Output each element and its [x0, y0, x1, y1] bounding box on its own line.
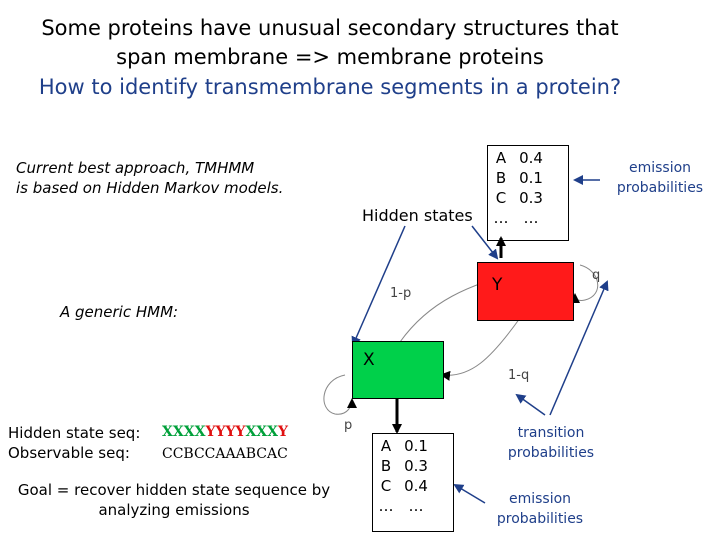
emission-x-symbol: B [380, 457, 392, 475]
hidden-seq [162, 424, 288, 440]
label-q: q [592, 268, 601, 283]
emission-probabilities-bottom-label: emission probabilities [496, 491, 584, 527]
emission-x-symbol: A [380, 437, 392, 455]
title-line-2: span membrane => membrane proteins [116, 45, 544, 69]
emission-table-y [487, 145, 569, 241]
emission-x-row [373, 476, 453, 496]
generic-hmm-label: A generic HMM: [60, 303, 179, 321]
emission-y-symbol: A [495, 149, 507, 167]
goal-line-1: Goal = recover hidden state sequence by [17, 481, 331, 499]
approach-line-2: is based on Hidden Markov models. [16, 179, 284, 197]
emission-x-symbol: … [378, 497, 394, 515]
emission-x-row [373, 436, 453, 456]
state-y-box [477, 262, 574, 321]
emission-y-symbol: … [493, 209, 509, 227]
title-line-3: How to identify transmembrane segments in a protein? [38, 75, 622, 99]
goal-line-2: analyzing emissions [98, 501, 250, 519]
emission-x-value: 0.4 [404, 477, 428, 495]
emission-y-row [488, 188, 568, 208]
label-1-q: 1-q [508, 368, 530, 383]
hidden-seq-segment: XXX [245, 424, 279, 440]
emission-x-symbol: C [380, 477, 392, 495]
state-y-label: Y [492, 275, 503, 295]
emission-y-row [488, 208, 568, 228]
label-p: p [344, 418, 353, 433]
emission-x-value: … [408, 497, 424, 515]
emission-y-value: 0.3 [519, 189, 543, 207]
emission-y-row [488, 168, 568, 188]
emission-x-row [373, 456, 453, 476]
hidden-seq-segment: Y [278, 424, 289, 440]
emission-table-x [372, 433, 454, 532]
emission-x-value: 0.3 [404, 457, 428, 475]
self-loop-x [324, 375, 352, 414]
hidden-seq-segment: YYYY [205, 424, 246, 440]
state-x-label: X [363, 350, 375, 370]
label-1-p: 1-p [390, 286, 412, 301]
emission-x-row [373, 496, 453, 516]
title-line-1: Some proteins have unusual secondary structures that [41, 16, 619, 40]
observable-seq-label: Observable seq: [8, 444, 130, 462]
observable-seq: CCBCCAAABCAC [162, 446, 288, 462]
emission-y-value: 0.1 [519, 169, 543, 187]
transition-y-to-x [442, 318, 520, 375]
state-x-box [352, 341, 444, 399]
pointer-transition-2 [517, 395, 545, 415]
hidden-seq-label: Hidden state seq: [8, 424, 141, 442]
emission-y-value: … [523, 209, 539, 227]
hidden-seq-segment: XXXX [162, 424, 206, 440]
transition-probabilities-label: transition probabilities [507, 425, 595, 461]
emission-y-row [488, 148, 568, 168]
emission-x-value: 0.1 [404, 437, 428, 455]
emission-y-symbol: C [495, 189, 507, 207]
approach-line-1: Current best approach, TMHMM [16, 159, 255, 177]
emission-y-value: 0.4 [519, 149, 543, 167]
emission-probabilities-top-label: emission probabilities [616, 160, 704, 196]
emission-y-symbol: B [495, 169, 507, 187]
hidden-states-label: Hidden states [362, 206, 473, 225]
